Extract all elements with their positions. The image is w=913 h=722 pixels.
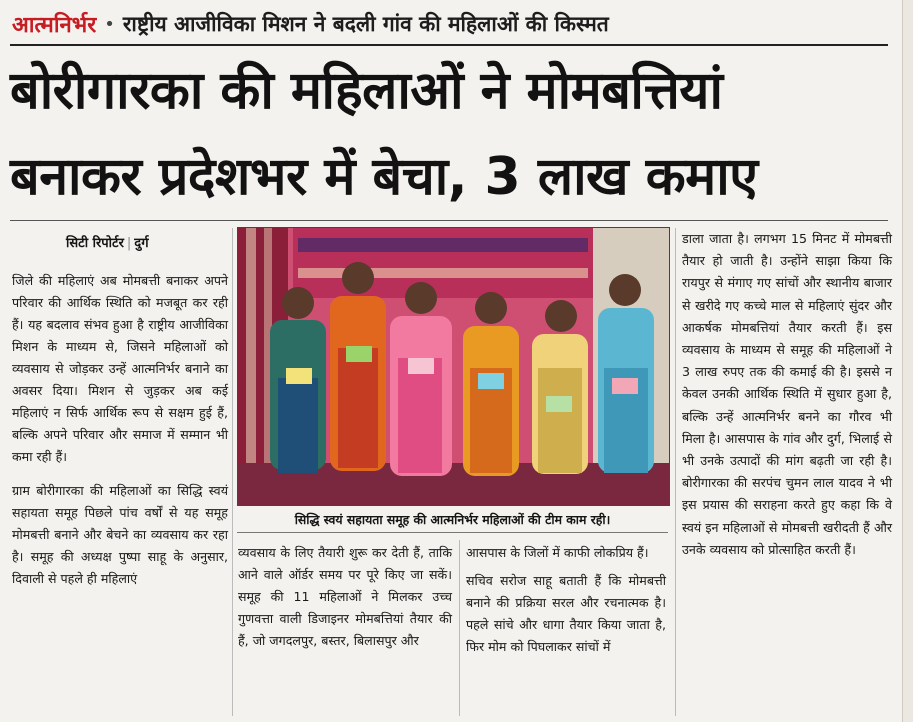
column-divider xyxy=(675,228,676,716)
byline-city: दुर्ग xyxy=(134,236,149,251)
article-column-2 xyxy=(238,542,452,652)
article-paragraph: सचिव सरोज साहू बताती हैं कि मोमबत्ती बनाने की प्रक्रिया सरल और रचनात्मक है। पहले सांचे और धागा तैयार किया जाता है, फिर मोम को पिघलाकर सांचों में xyxy=(466,573,666,654)
article-paragraph: डाला जाता है। लगभग 15 मिनट में मोमबत्ती तैयार हो जाती है। उन्होंने साझा किया कि रायपुर से मंगाए गए सांचों और स्थानीय बाजार से खरीदे गए कच्चे माल से महिलाएं सुंदर और आकर्षक मोमबत्तियां तैयार करती हैं। इस व्यवसाय के माध्यम से समूह की महिलाओं ने 3 लाख रुपए तक की कमाई की है। इससे न केवल उनकी आर्थिक स्थिति में सुधार हुआ है, बल्कि उन्हें आत्मनिर्भर बनने का गौरव भी मिला है। आसपास के गांव और दुर्ग, भिलाई से भी उनके उत्पादों की मांग बढ़ती जा रही है। बोरीगारका की सरपंच चुमन लाल यादव ने भी इस प्रयास की सराहना करते हुए कहा कि वे स्वयं इन महिलाओं से मोमबत्ती खरीदती हैं और उनके व्यवसाय को प्रोत्साहित करती हैं। xyxy=(682,231,892,557)
kicker-bullet: • xyxy=(104,13,115,35)
article-paragraph: व्यवसाय के लिए तैयारी शुरू कर देती हैं, ताकि आने वाले ऑर्डर समय पर पूरे किए जा सकें। समूह की 11 महिलाओं ने मिलकर उच्च गुणवत्ता वाली डिजाइनर मोमबत्तियां तैयार की हैं, जो जगदलपुर, बस्तर, बिलासपुर और xyxy=(238,545,452,648)
article-column-1 xyxy=(12,270,228,590)
column-divider xyxy=(459,540,460,716)
group-photo-illustration xyxy=(238,228,669,505)
article-column-4 xyxy=(682,228,892,561)
byline-separator: | xyxy=(126,236,132,251)
column-divider xyxy=(232,228,233,716)
article-column-3 xyxy=(466,542,666,658)
byline-reporter: सिटी रिपोर्टर xyxy=(66,236,124,251)
kicker-tag: आत्मनिर्भर xyxy=(12,13,97,38)
article-paragraph: जिले की महिलाएं अब मोमबत्ती बनाकर अपने परिवार की आर्थिक स्थिति को मजबूत कर रही हैं। यह बदलाव संभव हुआ है राष्ट्रीय आजीविका मिशन के माध्यम से, जिसने महिलाओं को व्यवसाय से जोड़कर उन्हें आत्मनिर्भर बनाने का अवसर दिया। मिशन से जुड़कर अब कई महिलाएं न सिर्फ आर्थिक रूप से सक्षम हुई हैं, बल्कि अपने परिवार और समाज में सम्मान भी कमा रही हैं। xyxy=(12,273,228,464)
photo-caption: सिद्धि स्वयं सहायता समूह की आत्मनिर्भर महिलाओं की टीम काम रही। xyxy=(237,508,668,533)
byline xyxy=(66,233,149,251)
adjacent-page-edge xyxy=(902,0,913,722)
kicker-line xyxy=(12,8,609,40)
group-photo xyxy=(237,227,670,506)
headline-line-1: बोरीगारका की महिलाओं ने मोमबत्तियां xyxy=(10,61,723,121)
headline-rule xyxy=(10,220,888,221)
top-rule xyxy=(10,44,888,46)
kicker-subheadline: राष्ट्रीय आजीविका मिशन ने बदली गांव की महिलाओं की किस्मत xyxy=(122,12,609,36)
headline-line-2: बनाकर प्रदेशभर में बेचा, 3 लाख कमाए xyxy=(10,147,758,207)
article-paragraph: ग्राम बोरीगारका की महिलाओं का सिद्धि स्वयं सहायता समूह पिछले पांच वर्षों से यह समूह मोमबत्ती बनाने और बेचने का व्यवसाय कर रहा है। समूह की अध्यक्ष पुष्पा साहू के अनुसार, दिवाली से पहले ही महिलाएं xyxy=(12,483,228,586)
article-paragraph: आसपास के जिलों में काफी लोकप्रिय हैं। xyxy=(466,545,649,560)
